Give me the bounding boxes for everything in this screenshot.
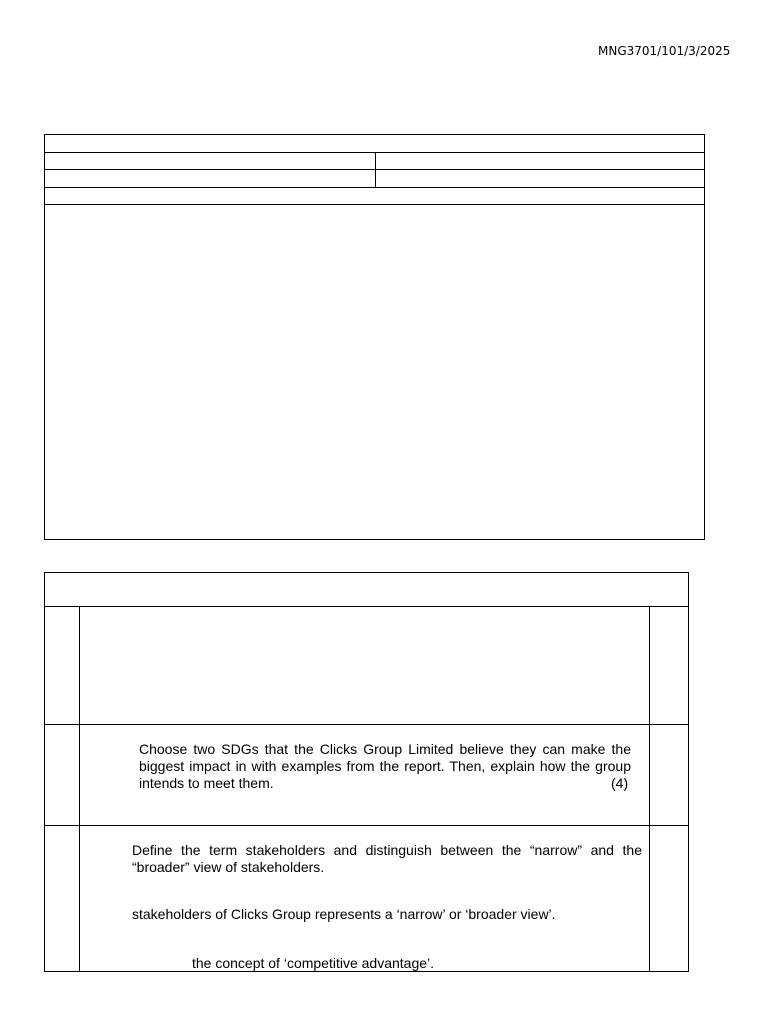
table-row	[45, 187, 704, 205]
column-divider	[79, 606, 80, 971]
table-row	[45, 135, 704, 153]
column-divider	[375, 152, 376, 187]
question-sdg-marks: (4)	[611, 775, 629, 791]
question-stakeholders-define: Define the term stakeholders and distinguish between the “narrow” and the “broader” view of stakeholders.	[132, 842, 642, 875]
column-divider	[649, 606, 650, 971]
cover-details-table	[44, 134, 705, 540]
document-code: MNG3701/101/3/2025	[598, 44, 731, 58]
question-sdg-text: Choose two SDGs that the Clicks Group Limited believe they can make the biggest impact in with examples from the report. Then, explain how the group intends to meet them.	[139, 741, 631, 791]
question-stakeholders-view: stakeholders of Clicks Group represents a ‘narrow’ or ‘broader view’.	[132, 906, 556, 922]
question-competitive-advantage: the concept of ‘competitive advantage’.	[192, 955, 435, 971]
row-divider	[45, 724, 688, 725]
questions-table	[44, 572, 689, 972]
row-divider	[45, 825, 688, 826]
row-divider	[45, 606, 688, 607]
